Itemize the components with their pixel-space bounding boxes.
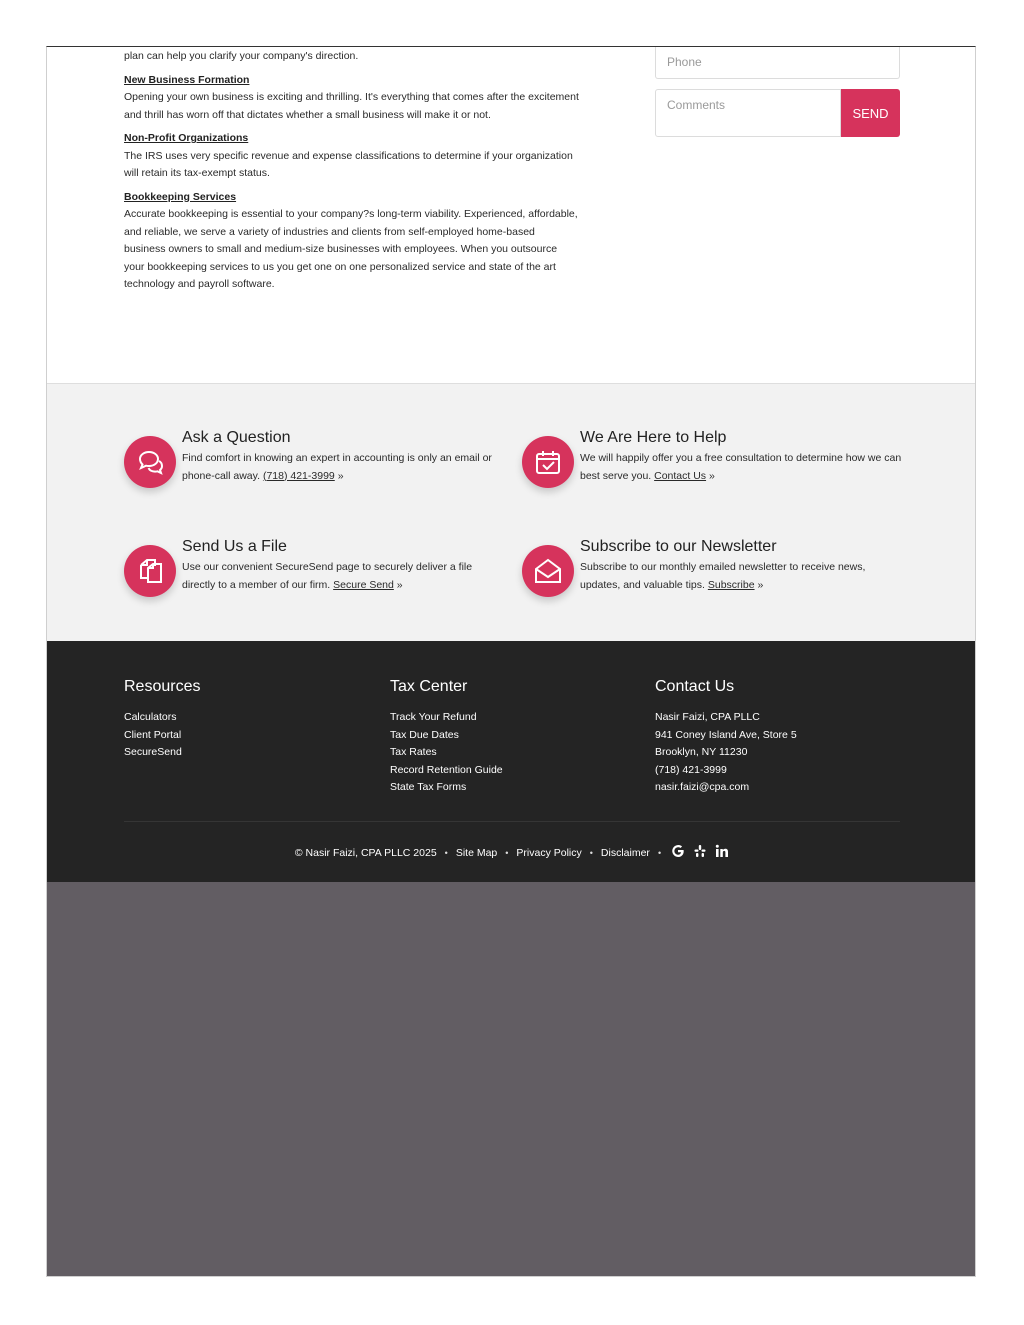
footer-link-state-tax-forms[interactable]: State Tax Forms: [390, 781, 467, 793]
separator-dot: •: [444, 847, 448, 858]
chevron-double-right-icon: »: [396, 578, 403, 591]
disclaimer-link[interactable]: Disclaimer: [600, 846, 650, 859]
services-list: [124, 47, 579, 294]
contact-firm-name: Nasir Faizi, CPA PLLC: [655, 711, 760, 723]
google-icon[interactable]: [671, 844, 685, 861]
linkedin-icon[interactable]: [715, 844, 729, 861]
footer-link-tax-rates[interactable]: Tax Rates: [390, 746, 437, 758]
footer-link-calculators[interactable]: Calculators: [124, 711, 177, 723]
feature-title: Subscribe to our Newsletter: [580, 538, 777, 555]
yelp-icon[interactable]: [693, 844, 707, 861]
feature-text: We will happily offer you a free consultation to determine how we can best serve you. Contact Us »: [580, 452, 902, 482]
contact-phone-link[interactable]: (718) 421-3999: [655, 763, 727, 776]
feature-text: Use our convenient SecureSend page to securely deliver a file directly to a member of our firm. Secure Send »: [182, 561, 473, 591]
comments-field[interactable]: Comments: [655, 89, 841, 137]
separator-dot: •: [505, 847, 509, 858]
contact-address-line2: Brooklyn, NY 11230: [655, 746, 748, 758]
feature-title: Ask a Question: [182, 429, 291, 446]
service-title-non-profit[interactable]: Non-Profit Organizations: [124, 132, 249, 144]
social-links: [671, 844, 729, 861]
feature-title: We Are Here to Help: [580, 429, 727, 446]
main-content: [47, 47, 976, 383]
service-title-new-business[interactable]: New Business Formation: [124, 73, 250, 86]
footer-link-record-retention[interactable]: Record Retention Guide: [390, 763, 503, 776]
footer-heading: Resources: [124, 678, 201, 695]
service-body-non-profit: The IRS uses very specific revenue and expense classifications to determine if your organization will retain its tax-exempt status.: [124, 149, 573, 179]
separator-dot: •: [657, 847, 662, 858]
comments-row: [655, 89, 900, 137]
chevron-double-right-icon: »: [757, 578, 764, 591]
contact-form: [655, 47, 900, 137]
service-body-new-business: Opening your own business is exciting and thrilling. It's everything that comes after the excitement and thrill has worn off that dictates whether a small business will make it or not.: [124, 91, 579, 121]
feature-text: Subscribe to our monthly emailed newsletter to receive news, updates, and valuable tips. Subscribe »: [580, 561, 866, 591]
feature-text: Find comfort in knowing an expert in accounting is only an email or phone-call away. (718) 421-3999 »: [182, 452, 492, 482]
footer-link-securesend[interactable]: SecureSend: [124, 746, 182, 758]
calendar-check-icon: [522, 436, 574, 488]
footer-contact: [655, 677, 797, 797]
blank-bottom-area: [47, 882, 976, 1277]
chevron-double-right-icon: »: [708, 469, 715, 482]
chevron-double-right-icon: »: [337, 469, 344, 482]
service-body-bookkeeping: Accurate bookkeeping is essential to your company?s long-term viability. Experienced, affordable, and reliable, we serve a variety of industries and clients from self-employed home-based business owners to small and medium-size businesses with employees. When you outsource your bookkeeping services to us you get one on one personalized service and state of the art technology and payroll software.: [124, 208, 578, 290]
secure-send-link[interactable]: Secure Send: [333, 578, 394, 591]
footer-link-tax-due-dates[interactable]: Tax Due Dates: [390, 728, 459, 741]
services-intro-tail: plan can help you clarify your company's direction.: [124, 50, 359, 62]
page-frame: [46, 46, 976, 1277]
open-envelope-icon: [522, 545, 574, 597]
service-title-bookkeeping[interactable]: Bookkeeping Services: [124, 190, 237, 203]
separator-dot: •: [589, 847, 593, 858]
footer-tax-center: [390, 677, 503, 797]
feature-title: Send Us a File: [182, 538, 287, 555]
footer-heading: Contact Us: [655, 678, 735, 695]
site-map-link[interactable]: Site Map: [455, 846, 498, 859]
send-button[interactable]: SEND: [841, 89, 900, 137]
footer-resources: [124, 677, 200, 762]
chat-bubbles-icon: [124, 436, 176, 488]
contact-email-link[interactable]: nasir.faizi@cpa.com: [655, 781, 750, 793]
footer-divider: [124, 821, 900, 822]
subscribe-link[interactable]: Subscribe: [707, 578, 755, 591]
phone-link[interactable]: (718) 421-3999: [262, 469, 335, 482]
features-band: [47, 383, 976, 642]
footer-link-track-refund[interactable]: Track Your Refund: [390, 711, 477, 723]
documents-icon: [124, 545, 176, 597]
footer-link-client-portal[interactable]: Client Portal: [124, 728, 182, 741]
contact-us-link[interactable]: Contact Us: [654, 469, 707, 482]
privacy-policy-link[interactable]: Privacy Policy: [516, 846, 582, 859]
phone-field[interactable]: Phone: [655, 47, 900, 79]
copyright: © Nasir Faizi, CPA PLLC 2025: [294, 846, 437, 859]
footer-heading: Tax Center: [390, 678, 468, 695]
contact-address-line1: 941 Coney Island Ave, Store 5: [655, 728, 797, 741]
site-footer: [47, 641, 976, 882]
footer-bottom-bar: [47, 844, 976, 861]
